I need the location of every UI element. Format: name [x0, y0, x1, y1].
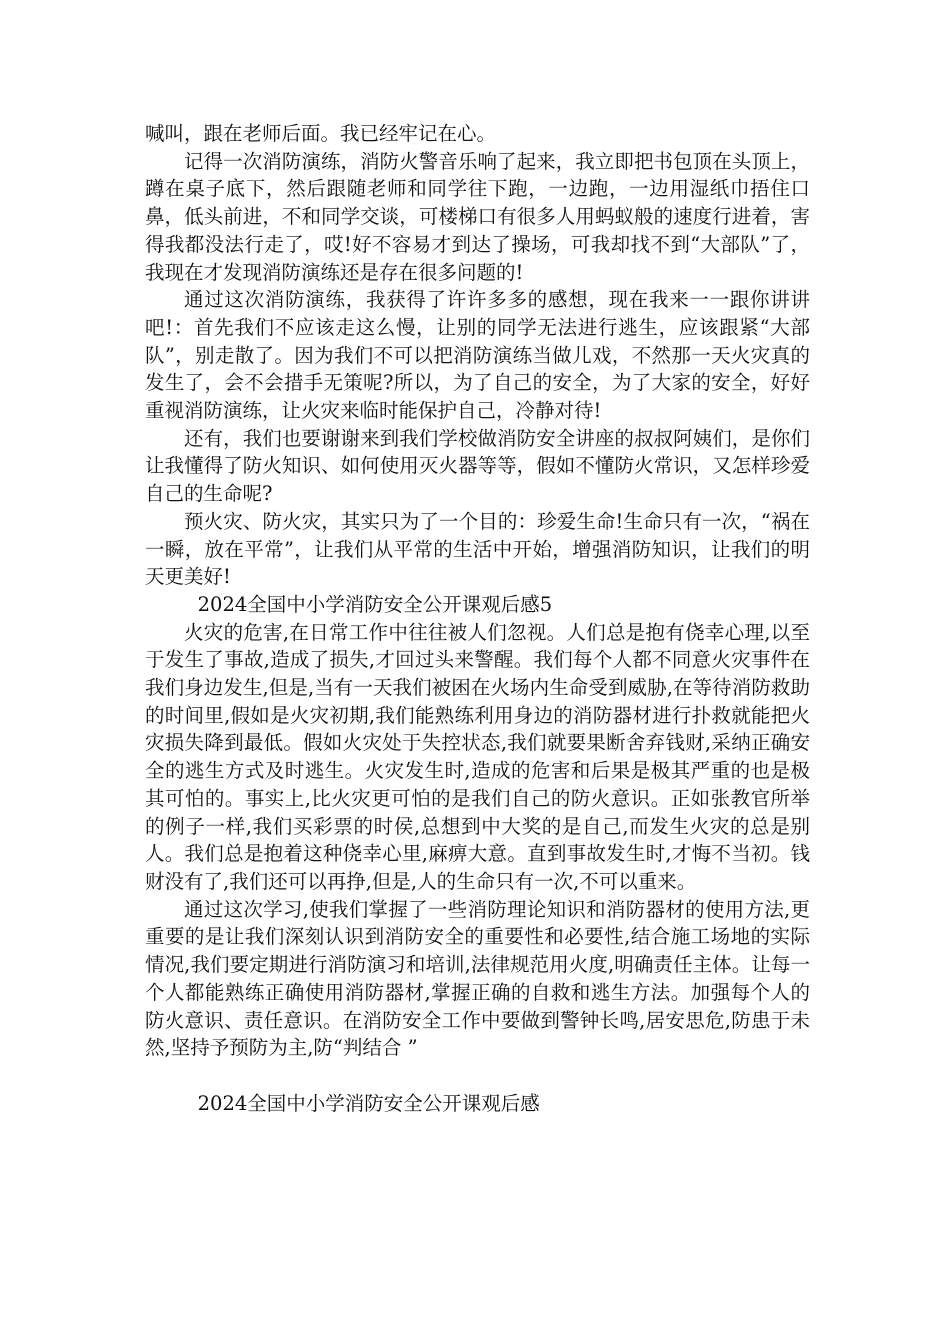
section-heading-5: 2024全国中小学消防安全公开课观后感5 — [197, 592, 553, 616]
paragraph-continuation: 喊叫，跟在老师后面。我已经牢记在心。 — [145, 122, 497, 145]
section-heading-next: 2024全国中小学消防安全公开课观后感 — [197, 1091, 540, 1115]
paragraph-fire-hazard: 火灾的危害,在日常工作中往往被人们忽视。人们总是抱有侥幸心理,以至于发生了事故,造成了损失,才回过头来警醒。我们每个人都不同意火灾事件在我们身边发生,但是,当有一天我们被困在火场内生命受到威胁,在等待消防救助的时间里,假如是火灾初期,我们能熟练利用身边的消防器材进行扑救就能把火灾损失降到最低。假如火灾处于失控状态,我们就要果断舍弃钱财,采纳正确安全的逃生方式及时逃生。火灾发生时,造成的危害和后果是极其严重的也是极其可怕的。事实上,比火灾更可怕的是我们自己的防火意识。正如张教官所举的例子一样,我们买彩票的时侯,总想到中大奖的是自己,而发生火灾的总是别人。我们总是抱着这种侥幸心里,麻痹大意。直到事故发生时,才悔不当初。钱财没有了,我们还可以再挣,但是,人的生命只有一次,不可以重来。 — [145, 620, 810, 893]
paragraph-conclusion: 预火灾、防火灾，其实只为了一个目的：珍爱生命!生命只有一次，“祸在一瞬，放在平常”，让我们从平常的生活中开始，增强消防知识，让我们的明天更美好! — [145, 509, 810, 589]
paragraph-reflections: 通过这次消防演练，我获得了许许多多的感想，现在我来一一跟你讲讲吧!：首先我们不应该走这么慢，让别的同学无法进行逃生，应该跟紧“大部队”，别走散了。因为我们不可以把消防演练当做儿戏，不然那一天火灾真的发生了，会不会措手无策呢?所以，为了自己的安全，为了大家的安全，好好重视消防演练，让火灾来临时能保护自己，冷静对待! — [145, 288, 810, 423]
blank-line — [145, 1062, 810, 1090]
paragraph-thanks: 还有，我们也要谢谢来到我们学校做消防安全讲座的叔叔阿姨们，是你们让我懂得了防火知识、如何使用灭火器等等，假如不懂防火常识，又怎样珍爱自己的生命呢? — [145, 426, 810, 506]
paragraph-drill-memory: 记得一次消防演练，消防火警音乐响了起来，我立即把书包顶在头顶上，蹲在桌子底下，然后跟随老师和同学往下跑，一边跑，一边用湿纸巾捂住口鼻，低头前进，不和同学交谈，可楼梯口有很多人用蚂蚁般的速度行进着，害得我都没法行走了，哎!好不容易才到达了操场，可我却找不到“大部队”了，我现在才发现消防演练还是存在很多问题的! — [145, 149, 810, 284]
paragraph-study-summary: 通过这次学习,使我们掌握了一些消防理论知识和消防器材的使用方法,更重要的是让我们深刻认识到消防安全的重要性和必要性,结合施工场地的实际情况,我们要定期进行消防演习和培训,法律规范用火度,明确责任主体。让每一个人都能熟练正确使用消防器材,掌握正确的自救和逃生方法。加强每个人的防火意识、责任意识。在消防安全工作中要做到警钟长鸣,居安思危,防患于未然,坚持予预防为主,防“判结合 ” — [145, 897, 810, 1060]
document-body — [145, 120, 810, 1117]
